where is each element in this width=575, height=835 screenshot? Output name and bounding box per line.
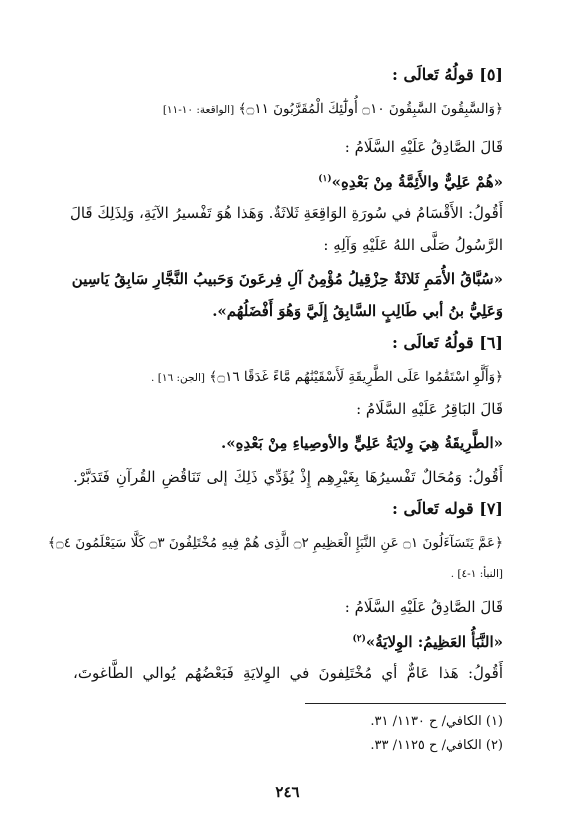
footnote-marker-2: (٢): [352, 634, 366, 644]
section-6-comment: أَقُولُ: وَمُحَالٌ تَفْسيرُهَا بِغَيْرِهِم إِذْ يُؤَدِّي ذَلِكَ إلى تَنَاقُضِ القُرآنِ فَتَدَبَّرْ.: [73, 468, 503, 486]
section-5-verse-reference: [الواقعة: ١٠-١١]: [162, 104, 235, 116]
section-7-comment: أَقُولُ: هَذا عَامٌّ أي مُخْتَلِفونَ في الوِلايَةِ فَبَعْضُهُم يُوالي الطَّاغوتَ،: [73, 664, 503, 682]
section-5-quote: «هُمْ عَلِيٌّ والأَئِمَّةُ مِنْ بَعْدِهِ»: [331, 173, 503, 191]
section-5-heading: [٥] قولُهُ تَعالَى :: [392, 65, 503, 84]
footnote-2: (٢) الكافي/ ح ١١٢٥/ ٣٣.: [370, 738, 503, 753]
section-6-verse-reference: [الجن: ١٦] .: [151, 372, 205, 384]
footnote-1: (١) الكافي/ ح ١١٣٠/ ٣١.: [370, 714, 503, 729]
section-6-verse-line: [73, 364, 503, 390]
section-7-verse-line-2: [73, 560, 503, 586]
section-5-speaker: قَالَ الصَّادِقُ عَلَيْهِ السَّلَامُ :: [344, 138, 503, 156]
section-5-quote-line: [73, 166, 503, 192]
section-7-verse: ﴿عَمَّ يَتَسَآءَلُونَ ۝١ عَنِ النَّبَإِ الْعَظِيمِ ۝٢ الَّذِى هُمْ فِيهِ مُخْتَلِفُونَ ۝٣ كَلَّا سَيَعْلَمُونَ ۝٤﴾: [47, 535, 503, 551]
section-5-comment-line-1: أَقُولُ: الأَقْسَامُ في سُورَةِ الوَاقِعَةِ ثَلاثَةٌ. وَهَذا هُوَ تَفْسيرُ الآيَةِ، وَلِذَلِكَ قَالَ: [69, 204, 503, 222]
section-5-comment-line-2: الرَّسُولُ صَلَّى اللهُ عَلَيْهِ وَآلِهِ :: [323, 236, 503, 254]
section-7-heading: [٧] قوله تَعالَى :: [392, 499, 503, 518]
section-7-quote: «النَّبَأُ العَظِيمُ: الوِلايَةُ»: [365, 633, 503, 651]
section-5-verse-line: [73, 96, 503, 122]
section-5-hadith-line-2: وَعَلِيُّ بنُ أبي طَالِبٍ السَّابِقُ إِلَيَّ وَهُوَ أَفْضَلُهُم».: [212, 302, 503, 320]
section-7-quote-line: [73, 626, 503, 652]
page-number: ٢٤٦: [275, 783, 300, 801]
section-6-speaker: قَالَ البَاقِرُ عَلَيْهِ السَّلَامُ :: [356, 400, 503, 418]
section-5-verse: ﴿وَالسَّٰبِقُونَ السَّٰبِقُونَ ۝١٠ أُولَٰٓئِكَ الْمُقَرَّبُونَ ۝١١﴾: [238, 101, 503, 117]
section-5-hadith-line-1: «سُبَّاقُ الأُمَمِ ثَلاثَةٌ حِزْقِيلُ مُؤْمِنُ آلِ فِرعَونَ وَحَبيبُ النَّجَّارِ سَابِقُ يَاسِين: [71, 270, 503, 288]
section-6-quote: «الطَّرِيقَةُ هِيَ وِلايَةُ عَلِيٍّ والأوصِياءِ مِنْ بَعْدِهِ».: [221, 434, 503, 452]
section-7-verse-reference: [النبأ: ١-٤] .: [450, 568, 503, 580]
section-7-speaker: قَالَ الصَّادِقُ عَلَيْهِ السَّلَامُ :: [344, 598, 503, 616]
section-6-verse: ﴿وَأَلَّوِ اسْتَقَٰمُوا عَلَى الطَّرِيقَةِ لَأَسْقَيْنَٰهُم مَّاءً غَدَقًا ۝١٦﴾: [209, 369, 503, 385]
footnote-divider: [305, 703, 506, 704]
footnote-marker-1: (١): [318, 174, 332, 184]
section-6-heading: [٦] قولُهُ تَعالَى :: [392, 333, 503, 352]
